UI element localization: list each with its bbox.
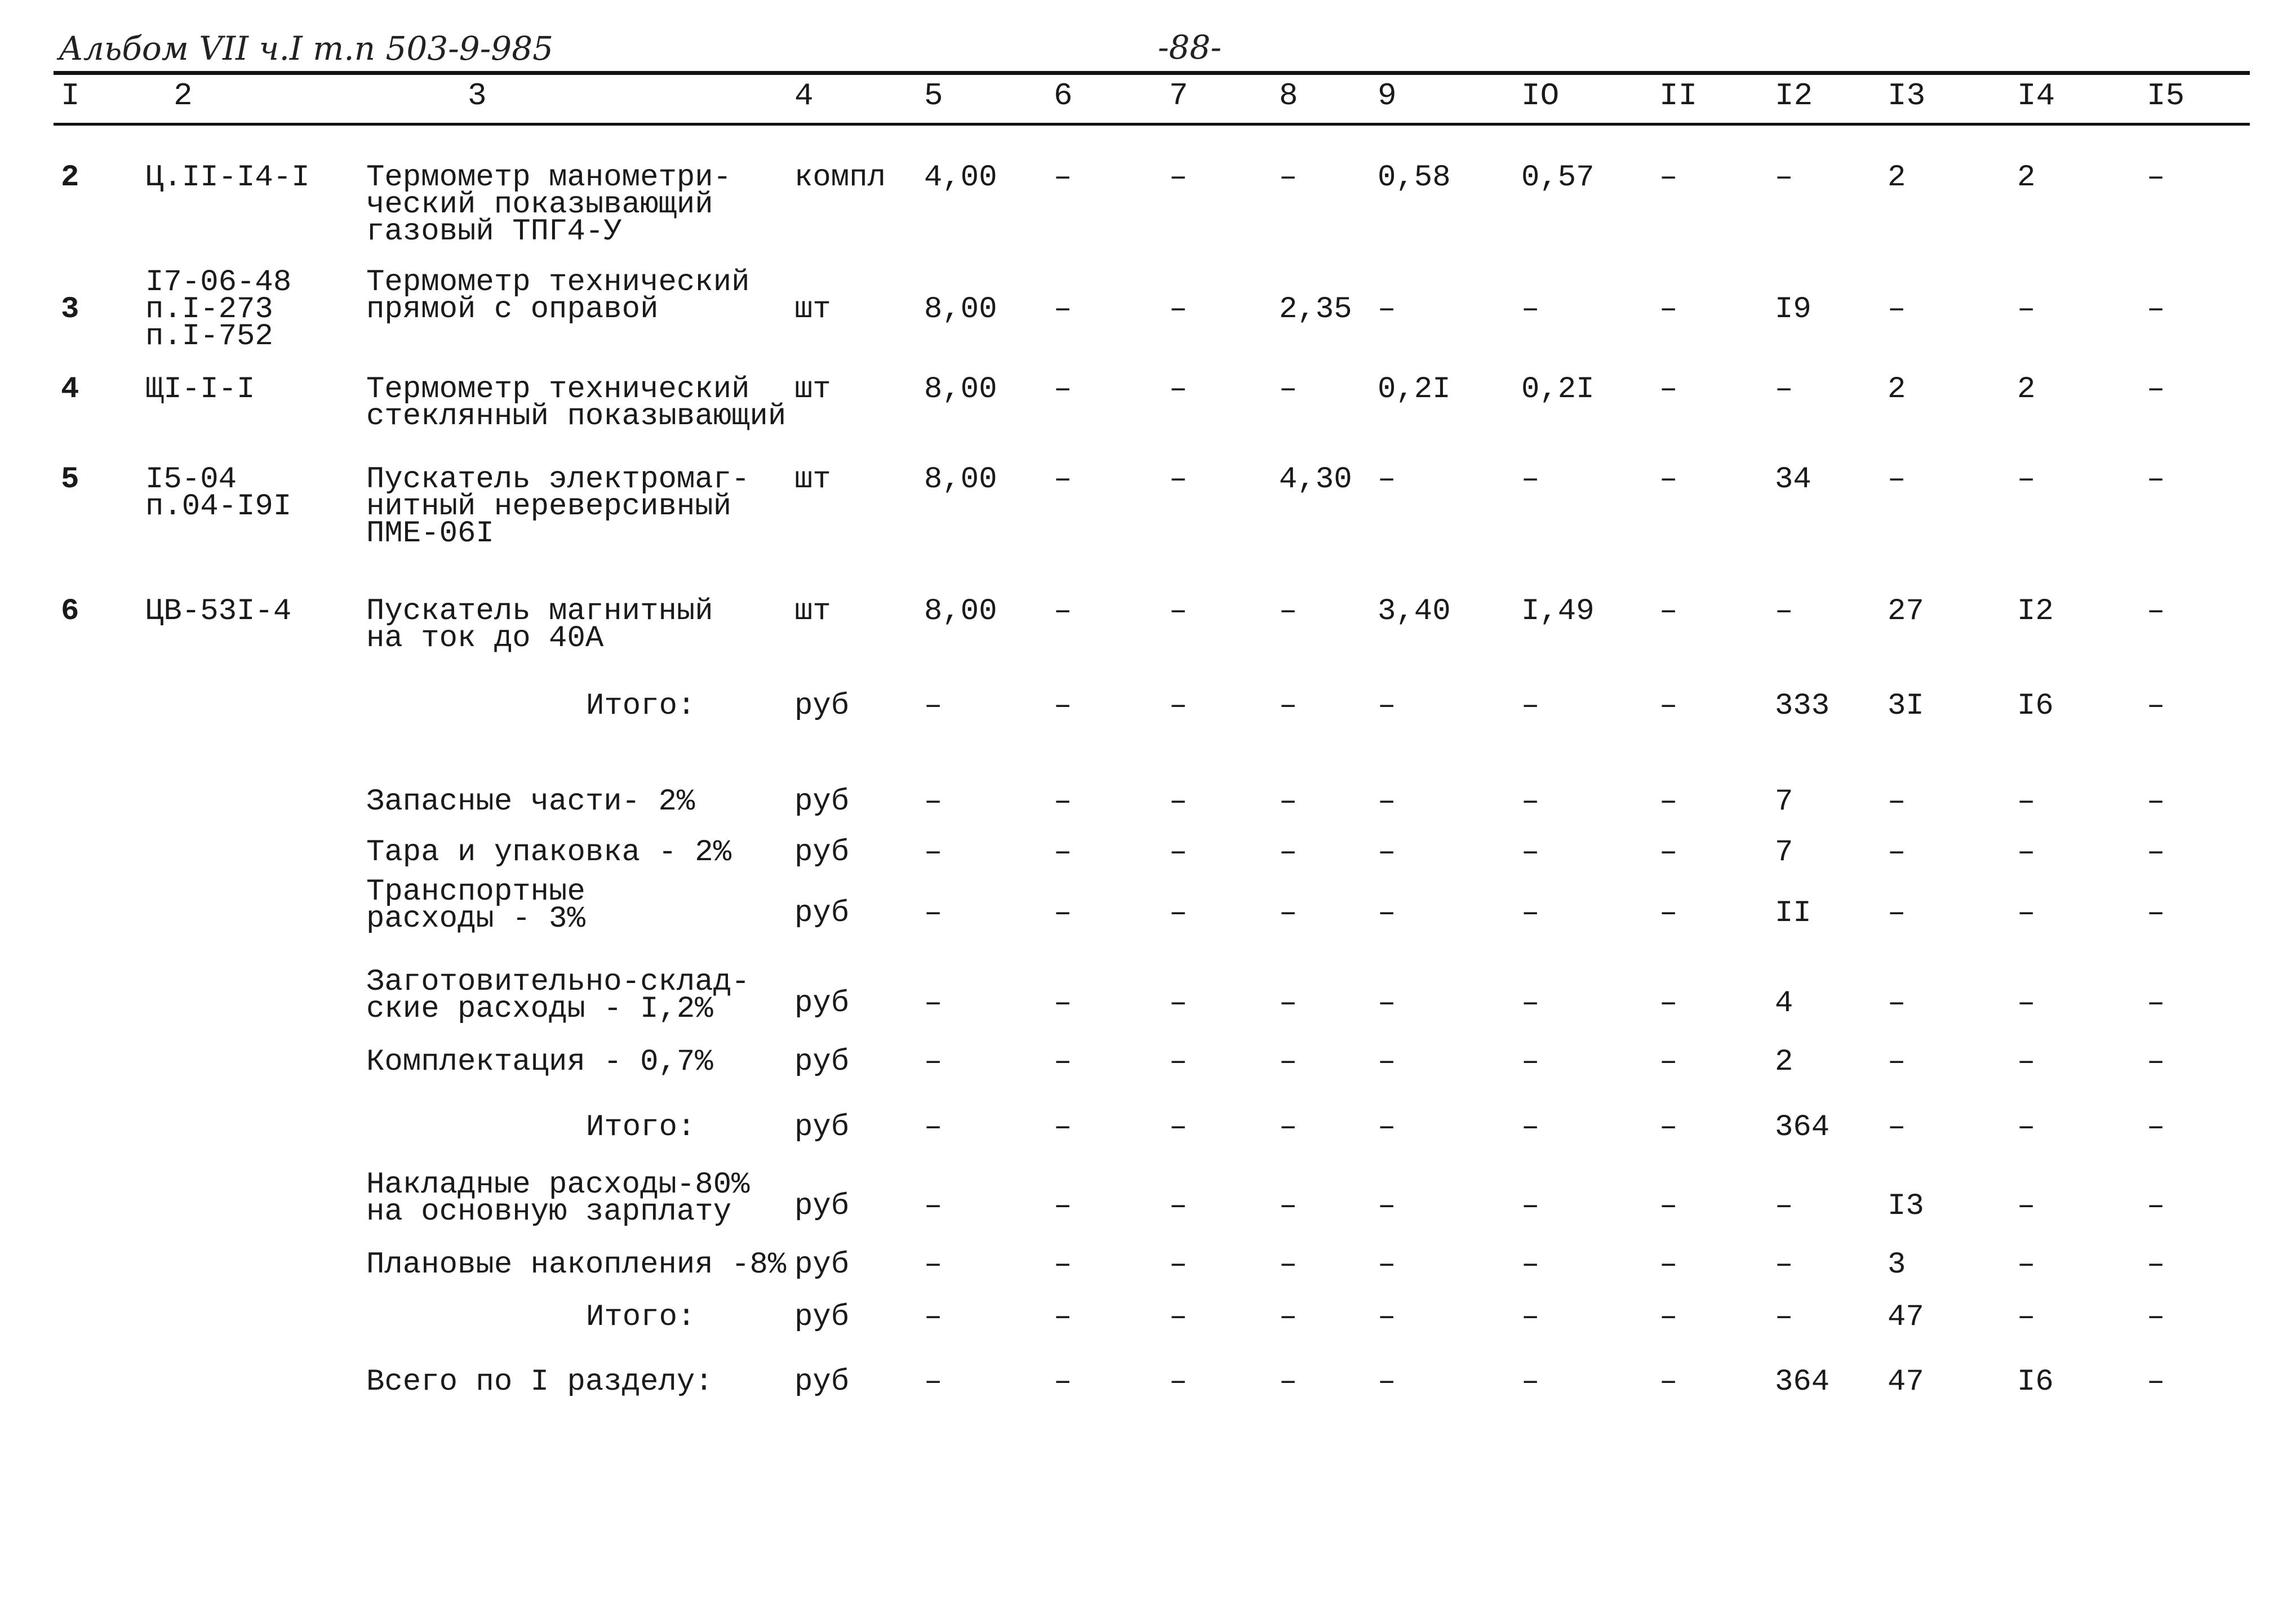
table-cell: 4 bbox=[1775, 986, 1793, 1021]
table-cell: – bbox=[1659, 1300, 1678, 1334]
table-cell: I5-04 п.04-I9I bbox=[145, 462, 292, 524]
table-cell: – bbox=[924, 785, 943, 819]
table-cell: – bbox=[1521, 835, 1540, 870]
table-cell: – bbox=[2147, 835, 2165, 870]
table-cell: – bbox=[1169, 161, 1188, 195]
table-cell: I3 bbox=[1888, 1189, 1924, 1224]
table-cell: – bbox=[1659, 292, 1678, 327]
table-cell: – bbox=[1659, 835, 1678, 870]
table-cell: – bbox=[1279, 1365, 1298, 1399]
table-cell: 2 bbox=[2017, 161, 2036, 195]
table-cell: – bbox=[2147, 1365, 2165, 1399]
table-cell: – bbox=[1169, 835, 1188, 870]
table-cell: – bbox=[2147, 462, 2165, 497]
table-cell: – bbox=[2147, 785, 2165, 819]
table-cell: – bbox=[1169, 1189, 1188, 1224]
table-cell: – bbox=[1888, 292, 1906, 327]
table-cell: Тара и упаковка - 2% bbox=[366, 835, 732, 870]
table-cell: 3,40 bbox=[1378, 594, 1451, 629]
table-cell: ЩI-I-I bbox=[145, 372, 255, 407]
table-cell: Ц.II-I4-I bbox=[145, 161, 310, 195]
table-cell: – bbox=[1659, 1045, 1678, 1079]
table-cell: – bbox=[1054, 292, 1072, 327]
column-header: 4 bbox=[794, 78, 814, 114]
table-cell: Термометр технический стеклянный показывающий bbox=[366, 372, 787, 434]
column-header: I2 bbox=[1775, 78, 1813, 114]
table-cell: – bbox=[1169, 594, 1188, 629]
table-cell: – bbox=[1169, 1110, 1188, 1145]
table-cell: – bbox=[1775, 1189, 1793, 1224]
table-cell: – bbox=[1659, 1189, 1678, 1224]
table-cell: 27 bbox=[1888, 594, 1924, 629]
table-cell: – bbox=[1279, 1110, 1298, 1145]
table-cell: – bbox=[1279, 835, 1298, 870]
table-cell: Термометр манометри- ческий показывающий газовый ТПГ4-У bbox=[366, 161, 732, 249]
table-cell: – bbox=[1054, 594, 1072, 629]
column-header: I bbox=[61, 78, 80, 114]
table-cell: – bbox=[2147, 1189, 2165, 1224]
table-cell: – bbox=[1521, 1189, 1540, 1224]
table-cell: – bbox=[924, 986, 943, 1021]
table-cell: – bbox=[1888, 1045, 1906, 1079]
table-cell: 4,00 bbox=[924, 161, 997, 195]
table-cell: 7 bbox=[1775, 785, 1793, 819]
table-cell: – bbox=[2147, 1045, 2165, 1079]
table-cell: – bbox=[1378, 986, 1396, 1021]
table-cell: 3I bbox=[1888, 689, 1924, 723]
table-cell: 2 bbox=[61, 161, 79, 195]
table-cell: – bbox=[1054, 785, 1072, 819]
table-cell: Итого: bbox=[586, 1300, 696, 1334]
table-cell: – bbox=[1659, 1110, 1678, 1145]
table-cell: – bbox=[1888, 896, 1906, 931]
table-cell: – bbox=[1169, 1248, 1188, 1282]
table-cell: I2 bbox=[2017, 594, 2054, 629]
table-cell: шт bbox=[794, 292, 831, 327]
table-cell: 0,58 bbox=[1378, 161, 1451, 195]
table-cell: – bbox=[1054, 896, 1072, 931]
column-header: 5 bbox=[924, 78, 943, 114]
table-cell: 6 bbox=[61, 594, 79, 629]
table-cell: руб bbox=[794, 1248, 850, 1282]
table-cell: – bbox=[2017, 1248, 2036, 1282]
table-cell: – bbox=[2147, 292, 2165, 327]
table-cell: 8,00 bbox=[924, 462, 997, 497]
table-cell: 8,00 bbox=[924, 292, 997, 327]
table-cell: – bbox=[2017, 1300, 2036, 1334]
table-cell: – bbox=[1169, 372, 1188, 407]
table-cell: руб bbox=[794, 1189, 850, 1224]
column-header: 3 bbox=[468, 78, 487, 114]
table-cell: 3 bbox=[61, 292, 79, 327]
table-cell: – bbox=[1054, 1189, 1072, 1224]
table-cell: – bbox=[1521, 1248, 1540, 1282]
table-cell: – bbox=[1378, 292, 1396, 327]
table-cell: – bbox=[1659, 462, 1678, 497]
table-cell: – bbox=[1169, 986, 1188, 1021]
table-cell: – bbox=[2147, 986, 2165, 1021]
table-cell: – bbox=[2017, 896, 2036, 931]
table-cell: 8,00 bbox=[924, 372, 997, 407]
table-cell: – bbox=[1659, 785, 1678, 819]
table-cell: 3 bbox=[1888, 1248, 1906, 1282]
table-cell: руб bbox=[794, 986, 850, 1021]
table-cell: – bbox=[1659, 1365, 1678, 1399]
table-cell: 34 bbox=[1775, 462, 1811, 497]
table-cell: I,49 bbox=[1521, 594, 1595, 629]
table-cell: руб bbox=[794, 689, 850, 723]
table-cell: – bbox=[2147, 1110, 2165, 1145]
table-cell: – bbox=[1279, 594, 1298, 629]
table-cell: – bbox=[1054, 1365, 1072, 1399]
table-cell: – bbox=[1169, 1045, 1188, 1079]
table-cell: – bbox=[1054, 689, 1072, 723]
table-cell: – bbox=[1169, 292, 1188, 327]
table-cell: 2,35 bbox=[1279, 292, 1352, 327]
table-cell: – bbox=[1279, 1300, 1298, 1334]
table-cell: – bbox=[1521, 1045, 1540, 1079]
table-cell: руб bbox=[794, 835, 850, 870]
table-cell: – bbox=[1169, 785, 1188, 819]
table-cell: – bbox=[2147, 594, 2165, 629]
table-cell: – bbox=[1888, 986, 1906, 1021]
table-cell: – bbox=[924, 835, 943, 870]
table-cell: – bbox=[1659, 896, 1678, 931]
table-cell: 364 bbox=[1775, 1110, 1830, 1145]
table-cell: – bbox=[1659, 1248, 1678, 1282]
table-cell: 2 bbox=[2017, 372, 2036, 407]
table-cell: – bbox=[2017, 462, 2036, 497]
column-header: 6 bbox=[1054, 78, 1073, 114]
table-cell: – bbox=[1521, 1110, 1540, 1145]
table-cell: ЦВ-53I-4 bbox=[145, 594, 292, 629]
table-cell: – bbox=[1279, 1045, 1298, 1079]
table-cell: I6 bbox=[2017, 1365, 2054, 1399]
table-cell: 2 bbox=[1888, 372, 1906, 407]
album-reference: Альбом VII ч.I т.п 503-9-985 bbox=[59, 29, 554, 68]
table-cell: – bbox=[924, 1300, 943, 1334]
table-cell: 2 bbox=[1888, 161, 1906, 195]
table-cell: I6 bbox=[2017, 689, 2054, 723]
table-cell: – bbox=[2147, 372, 2165, 407]
table-cell: – bbox=[2147, 1248, 2165, 1282]
table-cell: I9 bbox=[1775, 292, 1811, 327]
table-cell: – bbox=[924, 896, 943, 931]
page-number: -88- bbox=[1158, 28, 1222, 66]
column-header: II bbox=[1659, 78, 1698, 114]
table-cell: компл bbox=[794, 161, 886, 195]
table-cell: Всего по I разделу: bbox=[366, 1365, 713, 1399]
table-cell: Накладные расходы-80% на основную зарплату bbox=[366, 1168, 750, 1229]
table-cell: – bbox=[1521, 1365, 1540, 1399]
table-cell: руб bbox=[794, 1045, 850, 1079]
table-cell: 333 bbox=[1775, 689, 1830, 723]
table-cell: Итого: bbox=[586, 689, 696, 723]
table-cell: – bbox=[1378, 1189, 1396, 1224]
table-cell: руб bbox=[794, 896, 850, 931]
table-cell: Термометр технический прямой с оправой bbox=[366, 265, 750, 327]
table-cell: 7 bbox=[1775, 835, 1793, 870]
table-cell: – bbox=[1054, 1248, 1072, 1282]
table-cell: – bbox=[1521, 785, 1540, 819]
table-cell: 4 bbox=[61, 372, 79, 407]
table-cell: – bbox=[1169, 896, 1188, 931]
table-cell: – bbox=[1659, 594, 1678, 629]
table-cell: – bbox=[1659, 372, 1678, 407]
table-cell: – bbox=[1888, 785, 1906, 819]
table-cell: руб bbox=[794, 785, 850, 819]
table-cell: – bbox=[1054, 1110, 1072, 1145]
table-cell: – bbox=[2017, 785, 2036, 819]
table-cell: – bbox=[1775, 594, 1793, 629]
table-cell: руб bbox=[794, 1110, 850, 1145]
table-cell: – bbox=[924, 1110, 943, 1145]
table-cell: – bbox=[1521, 986, 1540, 1021]
table-cell: Комплектация - 0,7% bbox=[366, 1045, 713, 1079]
table-cell: – bbox=[1378, 835, 1396, 870]
table-cell: 4,30 bbox=[1279, 462, 1352, 497]
table-cell: Плановые накопления -8% bbox=[366, 1248, 787, 1282]
table-cell: – bbox=[924, 1045, 943, 1079]
table-cell: – bbox=[1521, 689, 1540, 723]
table-cell: – bbox=[1054, 1045, 1072, 1079]
table-cell: – bbox=[1378, 689, 1396, 723]
table-cell: – bbox=[1279, 986, 1298, 1021]
table-cell: 0,2I bbox=[1378, 372, 1451, 407]
table-cell: – bbox=[1279, 1248, 1298, 1282]
table-cell: – bbox=[1054, 462, 1072, 497]
table-cell: – bbox=[1169, 462, 1188, 497]
table-cell: – bbox=[1659, 689, 1678, 723]
table-cell: Заготовительно-склад- ские расходы - I,2% bbox=[366, 965, 750, 1026]
table-cell: I7-06-48 п.I-273 п.I-752 bbox=[145, 265, 292, 354]
table-cell: – bbox=[1378, 1110, 1396, 1145]
table-cell: 47 bbox=[1888, 1300, 1924, 1334]
table-cell: – bbox=[1521, 292, 1540, 327]
table-cell: – bbox=[1279, 785, 1298, 819]
table-cell: Пускатель магнитный на ток до 40А bbox=[366, 594, 713, 656]
table-cell: – bbox=[1775, 372, 1793, 407]
table-cell: – bbox=[924, 1248, 943, 1282]
table-cell: – bbox=[2017, 986, 2036, 1021]
table-cell: – bbox=[1378, 1365, 1396, 1399]
column-header: I5 bbox=[2147, 78, 2185, 114]
table-cell: – bbox=[2147, 689, 2165, 723]
table-cell: – bbox=[1279, 1189, 1298, 1224]
table-cell: – bbox=[1279, 161, 1298, 195]
table-cell: – bbox=[1521, 462, 1540, 497]
table-cell: 5 bbox=[61, 462, 79, 497]
table-cell: – bbox=[1378, 1248, 1396, 1282]
table-cell: – bbox=[1378, 462, 1396, 497]
table-cell: – bbox=[1054, 986, 1072, 1021]
column-header: I3 bbox=[1888, 78, 1926, 114]
table-cell: – bbox=[1378, 896, 1396, 931]
table-cell: – bbox=[924, 1189, 943, 1224]
table-cell: – bbox=[1659, 986, 1678, 1021]
table-cell: – bbox=[1279, 689, 1298, 723]
table-cell: – bbox=[1521, 896, 1540, 931]
column-header: I4 bbox=[2017, 78, 2055, 114]
table-cell: – bbox=[1378, 1045, 1396, 1079]
table-cell: Транспортные расходы - 3% bbox=[366, 875, 585, 936]
table-cell: – bbox=[1054, 835, 1072, 870]
table-cell: руб bbox=[794, 1365, 850, 1399]
table-cell: шт bbox=[794, 462, 831, 497]
table-cell: – bbox=[1279, 896, 1298, 931]
column-header: 9 bbox=[1378, 78, 1397, 114]
table-cell: Пускатель электромаг- нитный нереверсивный ПМЕ-06I bbox=[366, 462, 750, 551]
table-cell: шт bbox=[794, 372, 831, 407]
table-cell: руб bbox=[794, 1300, 850, 1334]
table-cell: – bbox=[1054, 161, 1072, 195]
table-cell: Итого: bbox=[586, 1110, 696, 1145]
table-cell: – bbox=[1888, 835, 1906, 870]
table-cell: – bbox=[1378, 785, 1396, 819]
table-cell: – bbox=[1279, 372, 1298, 407]
table-cell: – bbox=[2017, 292, 2036, 327]
table-cell: – bbox=[2017, 835, 2036, 870]
table-cell: Запасные части- 2% bbox=[366, 785, 695, 819]
column-header: IO bbox=[1521, 78, 1560, 114]
table-cell: – bbox=[2017, 1045, 2036, 1079]
table-cell: – bbox=[1169, 1365, 1188, 1399]
table-cell: шт bbox=[794, 594, 831, 629]
table-cell: – bbox=[1169, 1300, 1188, 1334]
table-cell: – bbox=[924, 1365, 943, 1399]
table-cell: – bbox=[1169, 689, 1188, 723]
table-cell: II bbox=[1775, 896, 1811, 931]
header-bottom-rule bbox=[54, 123, 2250, 126]
table-cell: – bbox=[1775, 1248, 1793, 1282]
table-cell: – bbox=[1521, 1300, 1540, 1334]
table-cell: – bbox=[1888, 1110, 1906, 1145]
table-cell: – bbox=[2017, 1189, 2036, 1224]
table-cell: 47 bbox=[1888, 1365, 1924, 1399]
column-header: 7 bbox=[1169, 78, 1188, 114]
table-cell: – bbox=[2147, 896, 2165, 931]
table-cell: 364 bbox=[1775, 1365, 1830, 1399]
column-header: 2 bbox=[174, 78, 193, 114]
table-cell: – bbox=[924, 689, 943, 723]
table-cell: – bbox=[1888, 462, 1906, 497]
table-cell: – bbox=[1775, 161, 1793, 195]
table-cell: 0,2I bbox=[1521, 372, 1595, 407]
table-cell: – bbox=[1054, 1300, 1072, 1334]
header-top-rule bbox=[54, 71, 2250, 75]
column-header: 8 bbox=[1279, 78, 1298, 114]
table-cell: – bbox=[2017, 1110, 2036, 1145]
table-cell: – bbox=[1775, 1300, 1793, 1334]
table-cell: – bbox=[1054, 372, 1072, 407]
table-cell: – bbox=[1659, 161, 1678, 195]
table-cell: 0,57 bbox=[1521, 161, 1595, 195]
table-cell: – bbox=[2147, 161, 2165, 195]
table-cell: – bbox=[2147, 1300, 2165, 1334]
table-cell: 8,00 bbox=[924, 594, 997, 629]
table-cell: 2 bbox=[1775, 1045, 1793, 1079]
table-cell: – bbox=[1378, 1300, 1396, 1334]
